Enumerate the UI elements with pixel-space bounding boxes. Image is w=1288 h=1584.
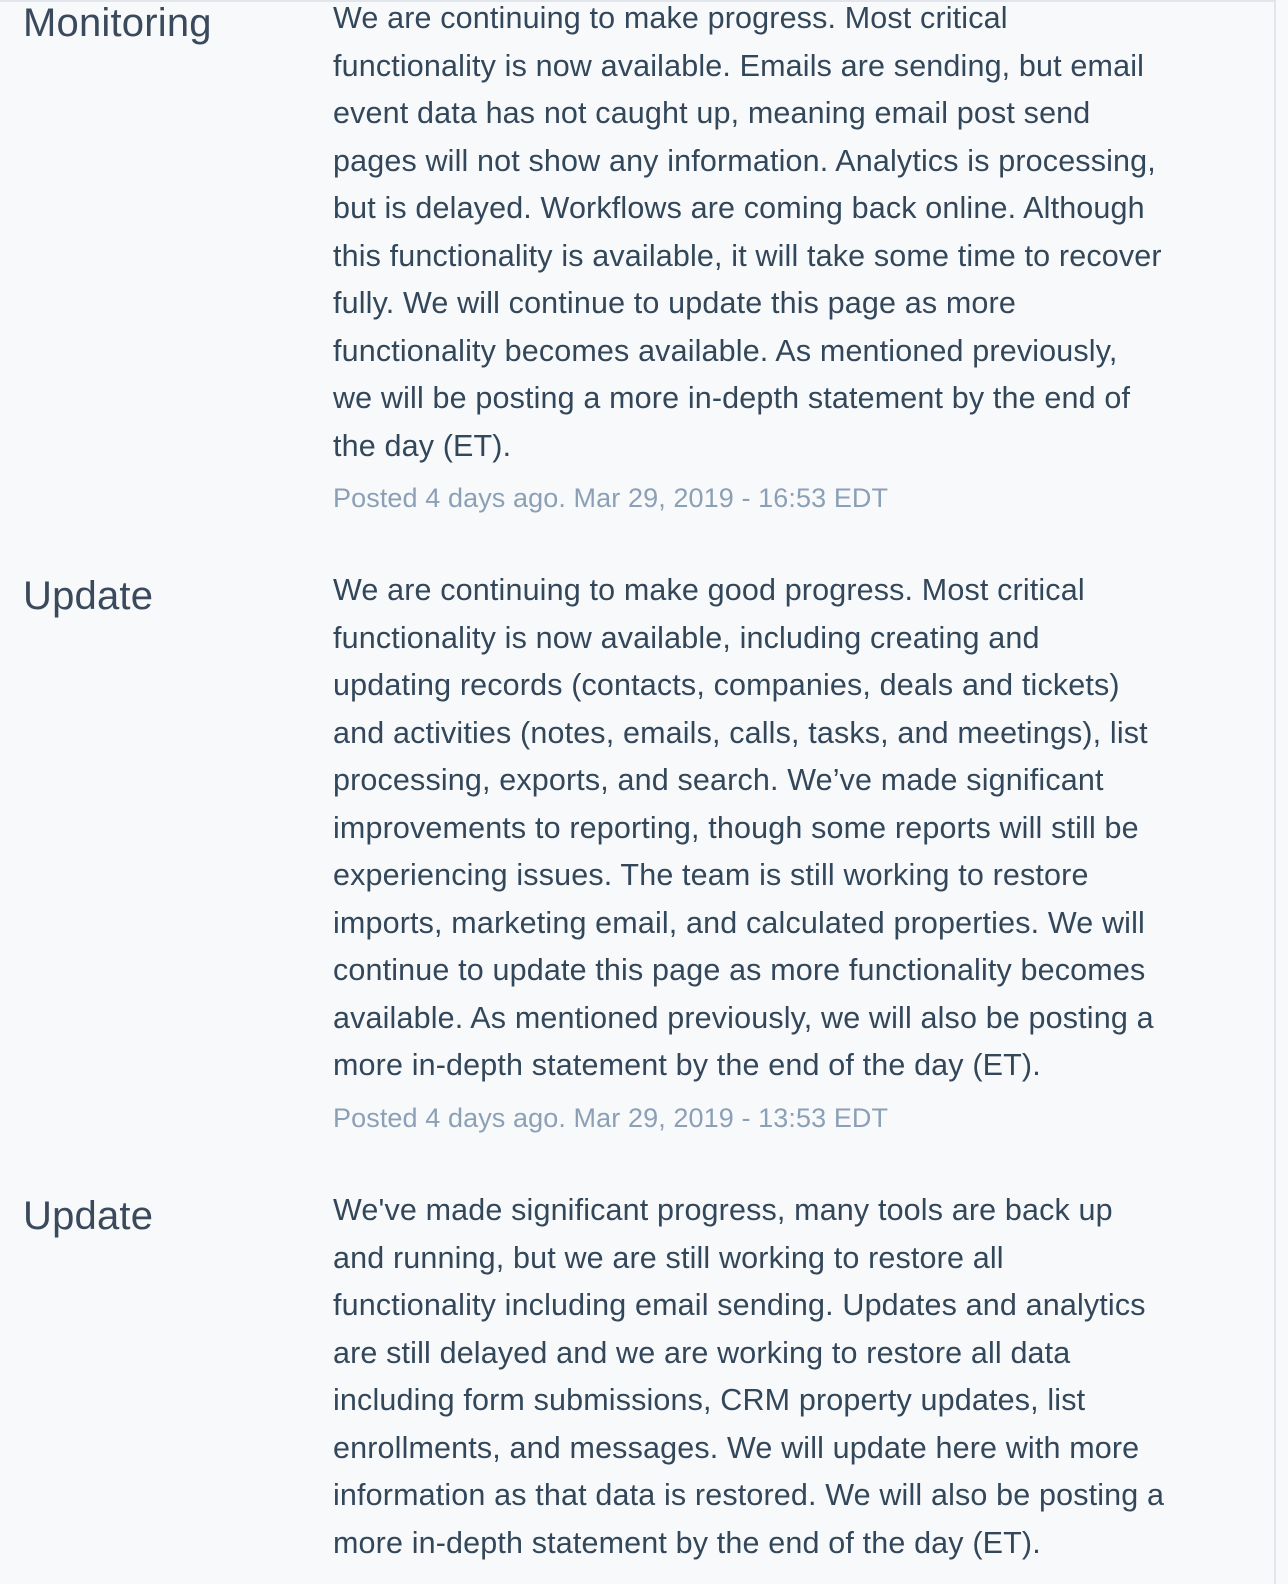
message-line: continue to update this page as more functionality becomes [333, 953, 1146, 987]
message-line: We've made significant progress, many tools are back up [333, 1193, 1113, 1227]
right-divider [1274, 0, 1276, 1584]
message-line: more in-depth statement by the end of the day (ET). [333, 1525, 1041, 1560]
message-line: the day (ET). [333, 428, 512, 463]
message-line: We are continuing to make progress. Most critical [333, 1, 1008, 35]
message-line: are still delayed and we are working to restore all data [333, 1335, 1071, 1370]
posted-timestamp: Posted 4 days ago. Mar 29, 2019 - 16:53 EDT [333, 483, 889, 513]
message-line: but is delayed. Workflows are coming back online. Although [333, 191, 1145, 225]
message-line: processing, exports, and search. We’ve made significant [333, 763, 1104, 797]
message-line: enrollments, and messages. We will update here with more [333, 1430, 1140, 1465]
message-line: more in-depth statement by the end of the day (ET). [333, 1048, 1041, 1082]
message-line: updating records (contacts, companies, deals and tickets) [333, 668, 1120, 702]
message-line: functionality becomes available. As mentioned previously, [333, 333, 1118, 368]
message-line: including form submissions, CRM property updates, list [333, 1383, 1086, 1417]
message-line: this functionality is available, it will take some time to recover [333, 238, 1162, 273]
update-body [333, 567, 1213, 1136]
message-line: We are continuing to make good progress. Most critical [333, 573, 1085, 607]
message-line: imports, marketing email, and calculated properties. We will [333, 905, 1145, 940]
message-line: fully. We will continue to update this page as more [333, 286, 1016, 320]
message-line: functionality including email sending. Updates and analytics [333, 1288, 1146, 1322]
message-line: event data has not caught up, meaning email post send [333, 96, 1091, 130]
message-line: experiencing issues. The team is still working to restore [333, 858, 1089, 892]
message-line: information as that data is restored. We will also be posting a [333, 1478, 1165, 1512]
posted-timestamp: Posted 4 days ago. Mar 29, 2019 - 13:53 EDT [333, 1102, 889, 1133]
update-body [333, 0, 1213, 516]
message-line: we will be posting a more in-depth statement by the end of [333, 381, 1131, 415]
update-status-label: Update [23, 574, 154, 618]
update-status-label: Monitoring [23, 1, 212, 45]
message-line: functionality is now available, including creating and [333, 620, 1040, 655]
message-line: improvements to reporting, though some reports will still be [333, 810, 1139, 845]
update-message [333, 0, 1213, 470]
update-message [333, 1187, 1213, 1567]
update-body [333, 1187, 1213, 1567]
message-line: and activities (notes, emails, calls, tasks, and meetings), list [333, 715, 1148, 750]
message-line: functionality is now available. Emails are sending, but email [333, 48, 1145, 83]
update-message [333, 567, 1213, 1090]
message-line: pages will not show any information. Analytics is processing, [333, 143, 1156, 178]
message-line: available. As mentioned previously, we will also be posting a [333, 1000, 1154, 1035]
message-line: and running, but we are still working to restore all [333, 1240, 1004, 1275]
update-status-label: Update [23, 1194, 154, 1238]
